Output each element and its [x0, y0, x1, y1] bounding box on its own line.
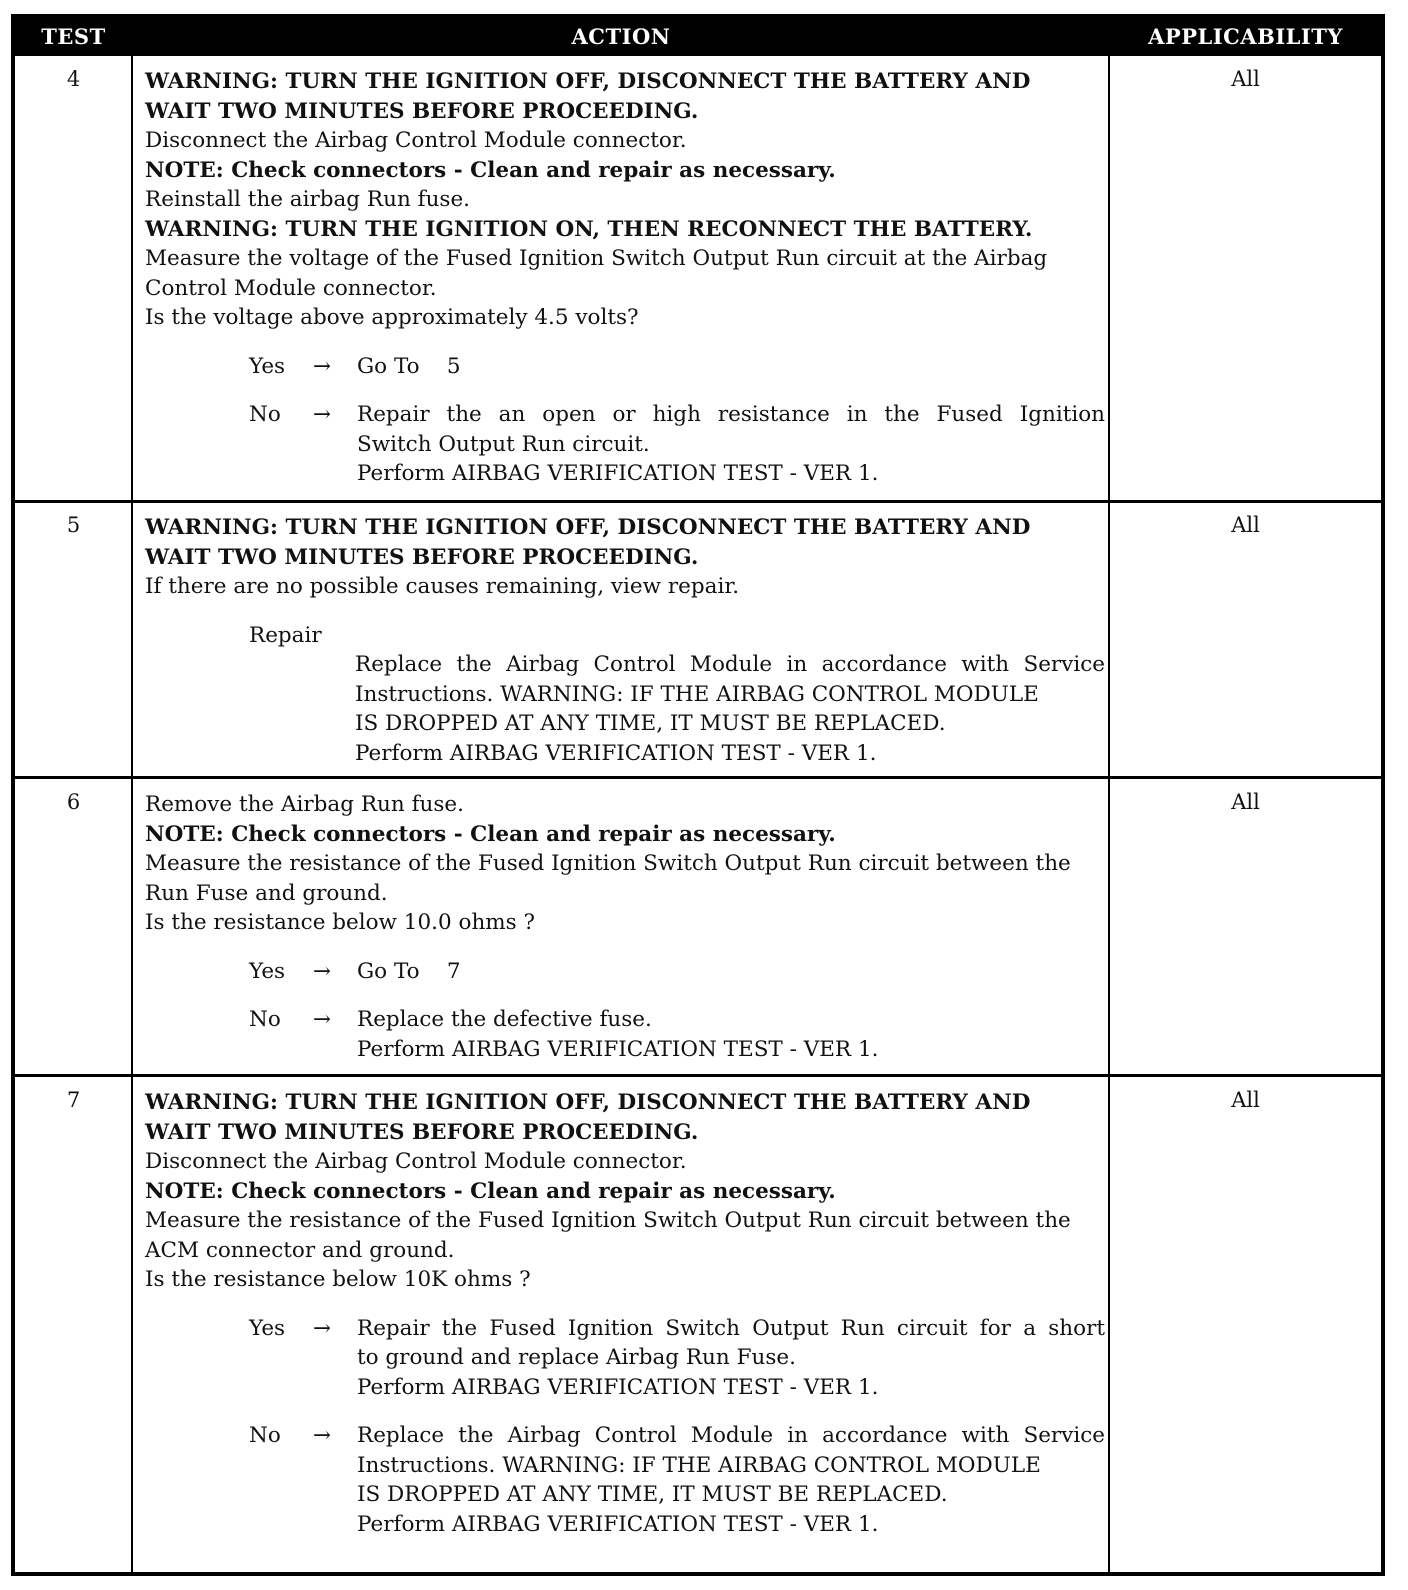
action-cell: [145, 790, 1105, 1064]
diagnostic-test-table: [11, 14, 1385, 1576]
step-text: Measure the resistance of the Fused Ignition Switch Output Run circuit between the: [145, 1208, 1071, 1233]
note-text: NOTE: Check connectors - Clean and repair as necessary.: [145, 157, 836, 183]
no-response: [145, 1421, 1105, 1539]
step-text: Disconnect the Airbag Control Module connector.: [145, 128, 687, 153]
response-line: Perform AIRBAG VERIFICATION TEST - VER 1.: [357, 461, 879, 486]
question-text: Is the voltage above approximately 4.5 volts?: [145, 305, 639, 330]
response-line: Instructions. WARNING: IF THE AIRBAG CONTROL MODULE: [357, 1452, 1041, 1478]
action-cell: [145, 513, 1105, 768]
test-number: 7: [66, 1088, 81, 1112]
step-text: Remove the Airbag Run fuse.: [145, 792, 464, 817]
step-text: Run Fuse and ground.: [145, 880, 388, 906]
response-line: Perform AIRBAG VERIFICATION TEST - VER 1.: [357, 1036, 879, 1062]
row-divider: [15, 1074, 1381, 1077]
no-label: No: [249, 1423, 281, 1448]
response-line: Perform AIRBAG VERIFICATION TEST - VER 1.: [357, 1511, 879, 1537]
yes-label: Yes: [249, 1315, 286, 1341]
yes-label: Yes: [249, 958, 286, 984]
response-line: Repair the an open or high resistance in the Fused Ignition: [357, 402, 1105, 427]
step-text: Disconnect the Airbag Control Module connector.: [145, 1149, 687, 1174]
note-text: NOTE: Check connectors - Clean and repair as necessary.: [145, 1178, 836, 1204]
response-line: Repair the Fused Ignition Switch Output Run circuit for a short: [357, 1315, 1105, 1341]
no-label: No: [249, 1007, 281, 1032]
repair-text: [145, 650, 1105, 768]
warning-text: WAIT TWO MINUTES BEFORE PROCEEDING.: [145, 544, 699, 570]
step-text: Reinstall the airbag Run fuse.: [145, 187, 471, 212]
header-action: ACTION: [132, 18, 1110, 56]
arrow-right-icon: →: [313, 353, 332, 379]
repair-line: Perform AIRBAG VERIFICATION TEST - VER 1.: [355, 740, 877, 766]
action-cell: [145, 67, 1105, 489]
response-text: [357, 1005, 1105, 1064]
response-text: [357, 1314, 1105, 1403]
response-text: [357, 400, 1105, 489]
yes-response: [145, 1314, 1105, 1403]
action-cell: [145, 1088, 1105, 1539]
applicability-value: All: [1231, 513, 1260, 537]
no-response: [145, 400, 1105, 489]
arrow-right-icon: →: [313, 958, 332, 984]
applicability-value: All: [1231, 1088, 1260, 1112]
yes-response: [145, 352, 1105, 382]
repair-line: IS DROPPED AT ANY TIME, IT MUST BE REPLACED.: [355, 711, 946, 736]
response-line: Replace the Airbag Control Module in accordance with Service: [357, 1423, 1105, 1448]
warning-text: WARNING: TURN THE IGNITION OFF, DISCONNECT THE BATTERY AND: [145, 515, 1031, 540]
header-test: TEST: [15, 18, 132, 56]
warning-text: WAIT TWO MINUTES BEFORE PROCEEDING.: [145, 98, 699, 124]
repair-line: Replace the Airbag Control Module in accordance with Service: [355, 652, 1105, 677]
applicability-value: All: [1231, 67, 1260, 91]
test-number: 5: [66, 513, 81, 537]
warning-text: WARNING: TURN THE IGNITION OFF, DISCONNECT THE BATTERY AND: [145, 1090, 1031, 1115]
repair-block: [145, 621, 1105, 769]
response-line: Switch Output Run circuit.: [357, 431, 650, 457]
step-text: Control Module connector.: [145, 275, 437, 301]
goto-text: Go To 5: [357, 353, 461, 379]
response-line: Perform AIRBAG VERIFICATION TEST - VER 1.: [357, 1374, 879, 1400]
header-applicability: APPLICABILITY: [1110, 18, 1381, 56]
row-divider: [15, 500, 1381, 503]
test-number: 6: [66, 790, 81, 814]
note-text: NOTE: Check connectors - Clean and repair as necessary.: [145, 821, 836, 847]
arrow-right-icon: →: [313, 1423, 332, 1448]
row-divider: [15, 776, 1381, 779]
response-line: to ground and replace Airbag Run Fuse.: [357, 1345, 796, 1370]
no-label: No: [249, 402, 281, 427]
response-line: IS DROPPED AT ANY TIME, IT MUST BE REPLACED.: [357, 1482, 948, 1507]
warning-text: WAIT TWO MINUTES BEFORE PROCEEDING.: [145, 1119, 699, 1145]
yes-response: [145, 957, 1105, 987]
step-text: Measure the voltage of the Fused Ignition Switch Output Run circuit at the Airbag: [145, 246, 1048, 271]
goto-text: Go To 7: [357, 958, 461, 984]
column-divider: [131, 56, 133, 1572]
warning-text: WARNING: TURN THE IGNITION ON, THEN RECONNECT THE BATTERY.: [145, 216, 1033, 242]
response-line: Replace the defective fuse.: [357, 1007, 652, 1032]
response-text: [357, 1421, 1105, 1539]
applicability-value: All: [1231, 790, 1260, 814]
question-text: Is the resistance below 10K ohms ?: [145, 1267, 531, 1292]
step-text: ACM connector and ground.: [145, 1237, 455, 1263]
arrow-right-icon: →: [313, 1315, 332, 1341]
repair-label: Repair: [249, 622, 322, 648]
test-number: 4: [66, 67, 81, 91]
no-response: [145, 1005, 1105, 1064]
warning-text: WARNING: TURN THE IGNITION OFF, DISCONNECT THE BATTERY AND: [145, 69, 1031, 94]
repair-line: Instructions. WARNING: IF THE AIRBAG CONTROL MODULE: [355, 681, 1039, 707]
yes-label: Yes: [249, 353, 286, 379]
arrow-right-icon: →: [313, 1007, 332, 1032]
step-text: Measure the resistance of the Fused Ignition Switch Output Run circuit between the: [145, 851, 1071, 876]
question-text: Is the resistance below 10.0 ohms ?: [145, 910, 536, 935]
step-text: If there are no possible causes remaining, view repair.: [145, 574, 740, 599]
arrow-right-icon: →: [313, 402, 332, 427]
column-divider: [1108, 56, 1110, 1572]
